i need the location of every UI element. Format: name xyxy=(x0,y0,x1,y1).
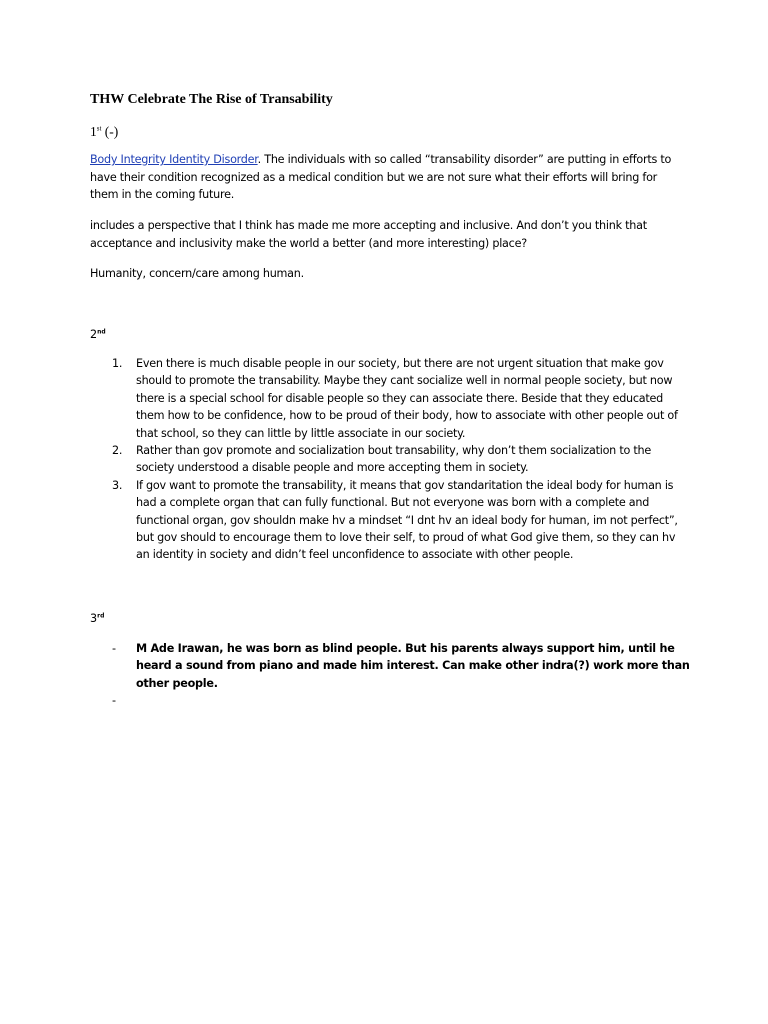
list-item-text: Rather than gov promote and socialization bout transability, why don’t them socialization to the society understood a disable people and more accepting them in society. xyxy=(136,444,651,475)
first-side-paragraph-1-text: . The individuals with so called “transability disorder” are putting in efforts to have their condition recognized as a medical condition but we are not sure what their efforts will bring for them in the coming future. xyxy=(90,153,672,201)
list-item-text: If gov want to promote the transability, it means that gov standaritation the ideal body for human is had a complete organ that can fully functional. But not everyone was born with a complete and functional organ, gov shouldn make hv a mindset “I dnt hv an ideal body for human, im not perfect”, but gov should to encourage them to love their self, to proud of what God give them, so they can hv an identity in society and didn’t feel unconfidence to associate with other people. xyxy=(136,478,678,562)
second-side-list xyxy=(90,355,690,564)
first-side-label xyxy=(90,124,118,140)
second-side-number: 2 xyxy=(90,328,98,341)
first-side-paragraph-2: includes a perspective that I think has made me more accepting and inclusive. And don’t you think that acceptance and inclusivity make the world a better (and more interesting) place? xyxy=(90,219,647,250)
list-item xyxy=(90,692,690,709)
third-side-list xyxy=(90,640,690,709)
list-marker: - xyxy=(112,642,116,655)
second-side-suffix: nd xyxy=(97,328,106,336)
first-side-tail: (-) xyxy=(101,124,119,139)
list-marker: 3. xyxy=(112,478,123,492)
first-side-paragraph-1 xyxy=(90,151,675,204)
third-side-number: 3 xyxy=(90,612,98,625)
first-side-paragraph-3: Humanity, concern/care among human. xyxy=(90,267,304,280)
first-side-number: 1 xyxy=(90,124,97,139)
list-item xyxy=(90,442,690,477)
list-marker: 2. xyxy=(112,444,123,458)
list-item-text: Even there is much disable people in our society, but there are not urgent situation that make gov should to promote the transability. Maybe they cant socialize well in normal people society, but now there is a special school for disable people so they can associate there. Beside that they educated them how to be confidence, how to be proud of their body, how to associate with other people out of that school, so they can little by little associate in our society. xyxy=(136,357,678,440)
list-item-text: M Ade Irawan, he was born as blind people. But his parents always support him, until he heard a sound from piano and made him interest. Can make other indra(?) work more than other people. xyxy=(136,642,690,690)
list-marker: - xyxy=(112,694,116,708)
list-marker: 1. xyxy=(112,357,123,370)
document-title: THW Celebrate The Rise of Transability xyxy=(90,92,333,107)
second-side-label xyxy=(90,328,106,341)
third-side-suffix: rd xyxy=(97,612,105,620)
third-side-label xyxy=(90,612,104,625)
biid-link[interactable]: Body Integrity Identity Disorder xyxy=(90,153,258,166)
list-item xyxy=(90,355,690,442)
first-side-suffix: st xyxy=(96,124,102,133)
list-item xyxy=(90,477,690,564)
list-item xyxy=(90,640,690,692)
